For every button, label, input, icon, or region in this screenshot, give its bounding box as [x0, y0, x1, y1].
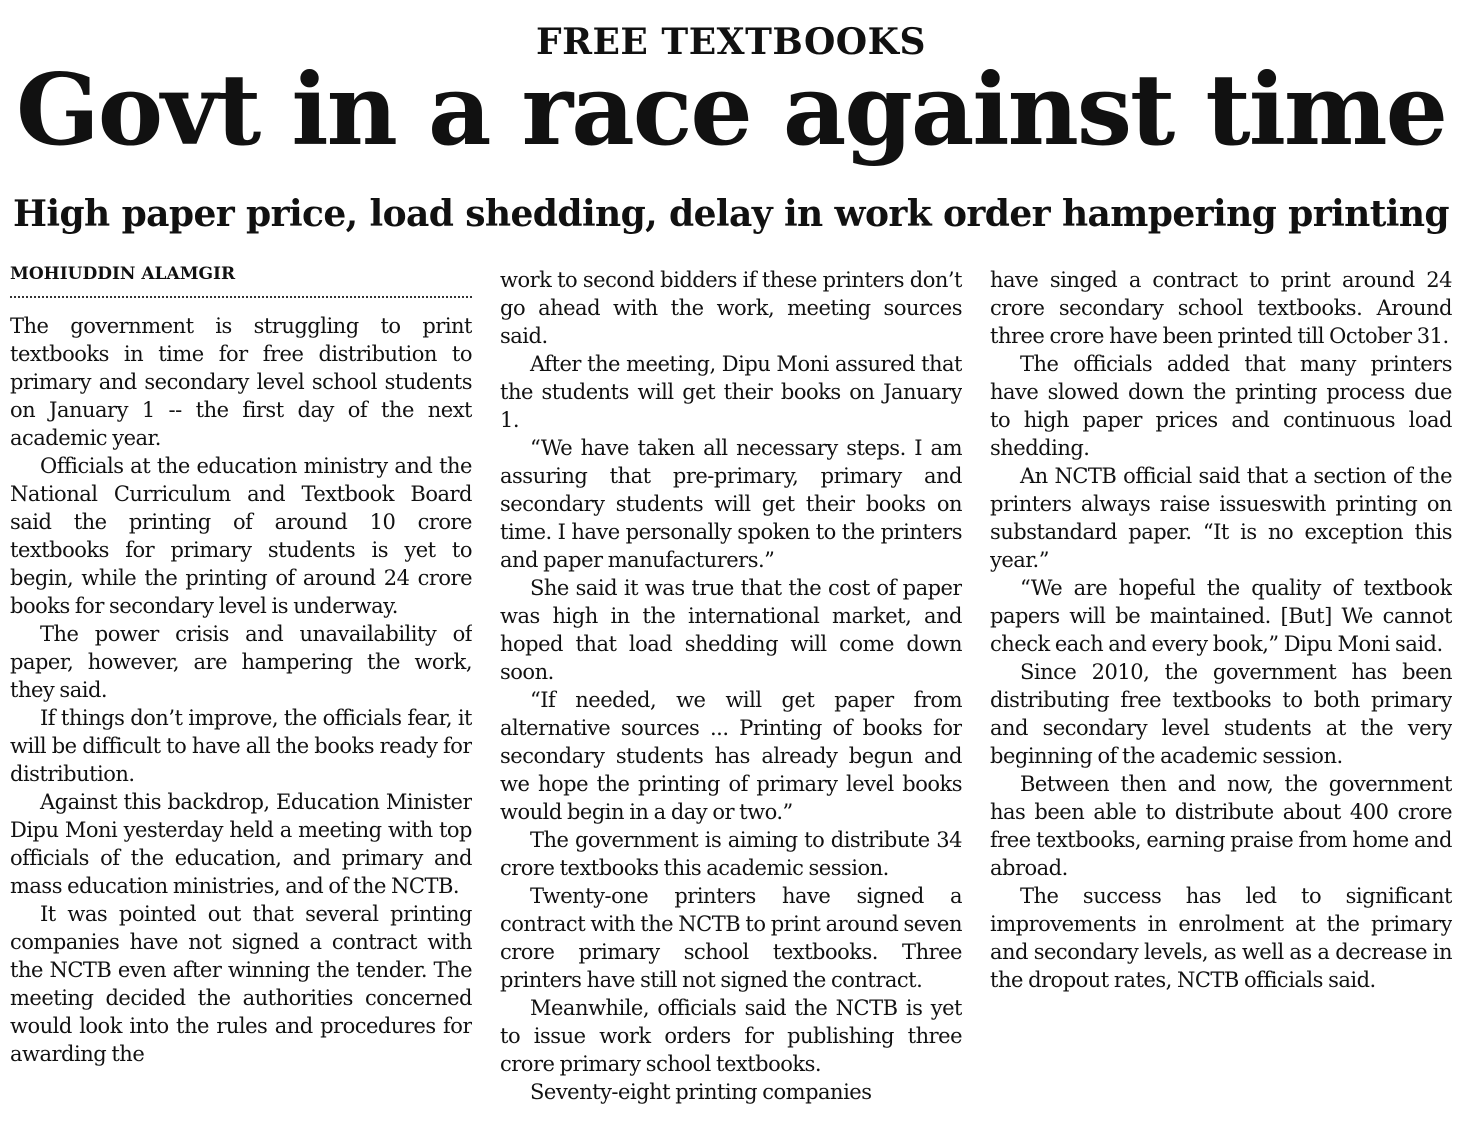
- paragraph: “If needed, we will get paper from alternative sources ... Printing of books for secondary students has already begun and we hope the printing of primary level books would begin in a day or two.”: [500, 688, 962, 824]
- paragraph: If things don’t improve, the officials fear, it will be difficult to have all the books ready for distribution.: [10, 706, 472, 786]
- paragraph: Against this backdrop, Education Minister Dipu Moni yesterday held a meeting with top officials of the education, and primary and mass education ministries, and of the NCTB.: [10, 790, 472, 898]
- byline: MOHIUDDIN ALAMGIR: [10, 264, 236, 284]
- paragraph: Between then and now, the government has been able to distribute about 400 crore free textbooks, earning praise from home and abroad.: [990, 772, 1452, 880]
- article-kicker: FREE TEXTBOOKS: [536, 21, 926, 63]
- text-column-1: [10, 312, 472, 1124]
- article-headline: Govt in a race against time: [16, 53, 1446, 168]
- paragraph: “We are hopeful the quality of textbook papers will be maintained. [But] We cannot check each and every book,” Dipu Moni said.: [990, 576, 1452, 656]
- paragraph: She said it was true that the cost of paper was high in the international market, and hoped that load shedding will come down soon.: [500, 576, 962, 684]
- paragraph: Meanwhile, officials said the NCTB is yet to issue work orders for publishing three crore primary school textbooks.: [500, 996, 962, 1076]
- byline-divider: [10, 296, 472, 298]
- paragraph: Seventy-eight printing companies: [530, 1080, 872, 1104]
- text-column-3: [990, 266, 1452, 1136]
- paragraph: It was pointed out that several printing companies have not signed a contract with the NCTB even after winning the tender. The meeting decided the authorities concerned would look into the rules and procedures for awarding the: [10, 902, 472, 1066]
- paragraph: work to second bidders if these printers don’t go ahead with the work, meeting sources said.: [500, 268, 962, 348]
- paragraph: An NCTB official said that a section of the printers always raise issueswith printing on substandard paper. “It is no exception this year.”: [990, 464, 1452, 572]
- paragraph: The government is aiming to distribute 34 crore textbooks this academic session.: [500, 828, 962, 880]
- paragraph: Twenty-one printers have signed a contract with the NCTB to print around seven crore primary school textbooks. Three printers have still not signed the contract.: [500, 884, 962, 992]
- paragraph: The success has led to significant improvements in enrolment at the primary and secondary levels, as well as a decrease in the dropout rates, NCTB officials said.: [990, 884, 1452, 992]
- paragraph: The officials added that many printers have slowed down the printing process due to high paper prices and continuous load shedding.: [990, 352, 1452, 460]
- paragraph: Since 2010, the government has been distributing free textbooks to both primary and secondary level students at the very beginning of the academic session.: [990, 660, 1452, 768]
- article-subheadline: High paper price, load shedding, delay in work order hampering printing: [13, 193, 1449, 235]
- paragraph: The government is struggling to print textbooks in time for free distribution to primary and secondary level school students on January 1 -- the first day of the next academic year.: [10, 314, 472, 450]
- text-column-2: [500, 266, 962, 1134]
- paragraph: “We have taken all necessary steps. I am assuring that pre-primary, primary and secondary students will get their books on time. I have personally spoken to the printers and paper manufacturers.”: [500, 436, 962, 572]
- paragraph: After the meeting, Dipu Moni assured that the students will get their books on January 1.: [500, 352, 962, 432]
- paragraph: have singed a contract to print around 24 crore secondary school textbooks. Around three crore have been printed till October 31.: [990, 268, 1452, 348]
- paragraph: The power crisis and unavailability of paper, however, are hampering the work, they said.: [10, 622, 472, 702]
- paragraph: Officials at the education ministry and the National Curriculum and Textbook Board said the printing of around 10 crore textbooks for primary students is yet to begin, while the printing of around 24 crore books for secondary level is underway.: [10, 454, 472, 618]
